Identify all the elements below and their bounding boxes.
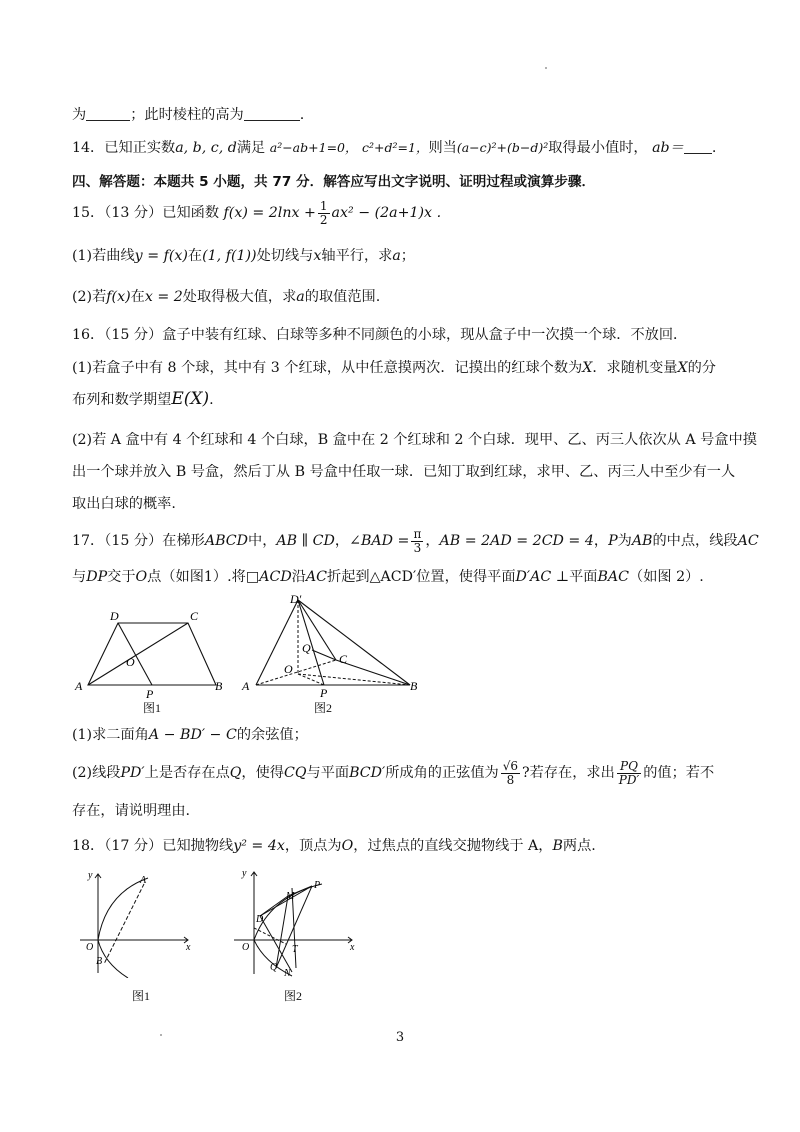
label-Q: Q [302,641,311,655]
question-16-part2-cont: 取出白球的概率. [72,496,176,512]
label-T: T [292,944,298,955]
question-16-part2-cont: 出一个球并放入 B 号盒，然后丁从 B 号盒中任取一球．已知丁取到红球，求甲、乙、丙三人中至少有一人 [72,464,736,480]
label-M: M [286,891,295,902]
question-15-part1: (1)若曲线y = f(x)在(1, f(1))处切线与x轴平行，求a； [72,248,415,264]
question-14: 14．已知正实数a, b, c, d满足 a²−ab+1=0， c²+d²=1，则当(a−c)²+(b−d)²取得最小值时， ab＝ . [72,140,717,156]
label-x: x [186,942,191,953]
q13-continuation: 为 ；此时棱柱的高为 . [72,107,305,123]
question-15-stem: 15．（13 分）已知函数 f(x) = 2lnx + $\frac{1}{2}$ ax² − (2a+1)x . [72,199,442,227]
label-y: y [242,868,247,879]
label-D: D [256,914,264,925]
question-18-stem: 18．（17 分）已知抛物线y² = 4x，顶点为O，过焦点的直线交抛物线于 A，B两点. [72,838,596,854]
label-O: O [126,655,135,669]
question-17-stem-cont: 与DP交于O点（如图1）.将□ACD沿AC折起到△ACD′位置，使得平面D′AC ⊥平面BAC（如图 2）. [72,569,704,585]
label-O: O [242,942,250,953]
section-heading: 四、解答题：本题共 5 小题，共 77 分．解答应写出文字说明、证明过程或演算步骤． [72,174,596,190]
label-D-prime: D′ [290,592,302,606]
figure-caption: 图2 [284,989,303,1003]
folded-figure-2 [240,590,430,715]
answer-blank[interactable] [244,107,300,121]
label-B: B [96,956,103,967]
label-D: D [110,609,119,623]
label-x: x [350,942,355,953]
answer-blank[interactable] [86,107,130,121]
label-P: P [314,880,321,891]
scan-dot [545,67,547,69]
label-Q: Q [270,962,278,973]
label-P: P [146,687,154,701]
question-16-part1: (1)若盒子中有 8 个球，其中有 3 个红球，从中任意摸两次．记摸出的红球个数为X．求随机变量X的分 [72,360,716,376]
label-y: y [88,870,93,881]
label-B: B [410,679,418,693]
parabola-figure-2 [230,866,360,980]
label-A: A [140,875,147,886]
figure-caption: 图1 [143,701,162,715]
label-B: B [215,679,223,693]
label-O: O [86,942,94,953]
label-N: N [284,968,291,979]
label-A: A [75,679,83,693]
question-16-part2: (2)若 A 盒中有 4 个红球和 4 个白球，B 盒中在 2 个红球和 2 个白球．现甲、乙、丙三人依次从 A 号盒中摸 [72,432,757,448]
parabola-figure-1 [76,868,196,978]
question-17-part1: (1)求二面角A − BD′ − C的余弦值； [72,727,308,743]
question-17-stem: 17．（15 分）在梯形ABCD中，AB ∥ CD，∠BAD = $\frac{\pi}{3}$ ，AB = 2AD = 2CD = 4，P为AB的中点，线段AC [72,527,759,555]
page-number: 3 [395,1030,405,1045]
question-16-part1-cont: 布列和数学期望E(X). [72,389,214,409]
label-A: A [242,679,250,693]
question-17-part2-cont: 存在，请说明理由. [72,803,191,819]
label-P: P [320,686,328,700]
question-17-part2: (2)线段PD′上是否存在点Q，使得CQ与平面BCD′所成角的正弦值为 $\frac{√6}{8}$ ?若存在，求出 $\frac{PQ}{PD'}$ 的值；若不 [72,759,715,787]
figure-caption: 图2 [314,701,333,715]
label-C: C [190,609,199,623]
segment-DP [118,623,152,685]
question-16-stem: 16．（15 分）盒子中装有红球、白球等多种不同颜色的小球，现从盒子中一次摸一个球．不放回． [72,327,688,343]
figure-caption: 图1 [132,989,151,1003]
answer-blank[interactable] [684,140,712,154]
label-O: O [284,662,293,676]
question-15-part2: (2)若f(x)在x = 2处取得极大值，求a的取值范围. [72,289,381,305]
trapezoid-outline [88,623,216,685]
label-C: C [339,652,348,666]
